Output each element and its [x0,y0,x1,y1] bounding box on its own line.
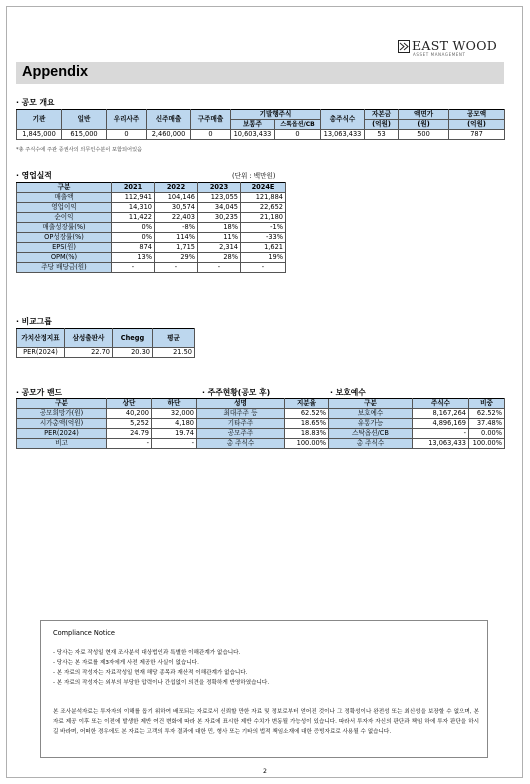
performance-cell: 28% [198,253,241,263]
offering-subheader: 스톡옵션/CB [275,120,321,130]
performance-cell: 1,715 [155,243,198,253]
performance-cell: -33% [241,233,286,243]
holders-row-label: 최대주주 등 [197,409,285,419]
performance-cell: 112,941 [112,193,155,203]
logo-subtext: ASSET MANAGEMENT [413,52,466,57]
performance-cell: 11% [198,233,241,243]
performance-row-label: OP성장률(%) [17,233,112,243]
performance-cell: 121,884 [241,193,286,203]
performance-cell: 2,314 [198,243,241,253]
peers-cell: 20.30 [113,348,153,358]
performance-cell: 123,055 [198,193,241,203]
performance-cell: - [198,263,241,273]
performance-cell: 14,310 [112,203,155,213]
performance-cell: - [155,263,198,273]
lockup-row-label: 총 주식수 [329,439,413,449]
band-row-label: 비고 [17,439,107,449]
band-row-label: PER(2024) [17,429,107,439]
offering-unit: (억원) [365,120,399,130]
performance-cell: 18% [198,223,241,233]
performance-cell: -8% [155,223,198,233]
page-title: Appendix [22,64,89,80]
compliance-list [53,648,477,688]
performance-cell: 11,422 [112,213,155,223]
lockup-cell: 8,167,264 [413,409,469,419]
compliance-item: - 본 자료의 작성자는 외부의 부당한 압력이나 간섭없이 의견을 정확하게 반영하였습니다. [53,680,270,686]
performance-cell: 22,652 [241,203,286,213]
band-cell: 32,000 [152,409,197,419]
offering-cell: 0 [275,130,321,140]
band-header: 하단 [152,399,197,409]
performance-cell: 30,235 [198,213,241,223]
offering-cell: 2,460,000 [147,130,191,140]
offering-cell: 787 [449,130,505,140]
performance-row-label: OPM(%) [17,253,112,263]
offering-unit: (억원) [449,120,505,130]
offering-header: 기발행주식 [231,110,321,120]
lockup-row-label: 유통가능 [329,419,413,429]
peers-header: 삼성출판사 [65,329,113,348]
lockup-header: 비중 [469,399,505,409]
lockup-row-label: 스탁옵션/CB [329,429,413,439]
offering-header: 자본금 [365,110,399,120]
performance-row-label: 주당 배당금(원) [17,263,112,273]
peers-header: 평균 [153,329,195,348]
peers-section-title: · 비교그룹 [16,317,52,326]
performance-cell: 21,180 [241,213,286,223]
performance-cell: 0% [112,233,155,243]
offering-cell: 13,063,433 [321,130,365,140]
lockup-table [328,398,505,449]
performance-cell: 0% [112,223,155,233]
performance-cell: 114% [155,233,198,243]
lockup-section-title: · 보호예수 [330,388,366,397]
band-cell: - [152,439,197,449]
offering-cell: 10,603,433 [231,130,275,140]
holders-header: 성명 [197,399,285,409]
band-cell: 5,252 [107,419,152,429]
performance-section-title: · 영업실적 [16,171,52,180]
offering-cell: 500 [399,130,449,140]
band-cell: 19.74 [152,429,197,439]
performance-row-label: 매출액 [17,193,112,203]
compliance-item: - 본 자료의 작성자는 자료작성일 현재 해당 종목과 재산적 이해관계가 없습니다. [53,670,248,676]
offering-header: 총주식수 [321,110,365,130]
holders-row-label: 기타주주 [197,419,285,429]
offering-header: 기관 [17,110,62,130]
holders-header: 지분율 [285,399,329,409]
holders-cell: 62.52% [285,409,329,419]
title-banner [16,62,504,84]
holders-table [196,398,329,449]
lockup-cell: 62.52% [469,409,505,419]
band-row-label: 시가총액(억원) [17,419,107,429]
lockup-row-label: 보호예수 [329,409,413,419]
offering-cell: 1,845,000 [17,130,62,140]
band-cell: 24.79 [107,429,152,439]
performance-cell: 34,045 [198,203,241,213]
offering-header: 구주매출 [191,110,231,130]
holders-cell: 18.83% [285,429,329,439]
performance-cell: 19% [241,253,286,263]
compliance-disclaimer: 본 조사분석자료는 투자자의 이해를 돕기 위하여 배포되는 자료로서 신뢰할 만한 자료 및 정보로부터 얻어진 것이나 그 정확성이나 완전성 또는 최신성을 보장할 수 없으며, 본 자료 제공 이후 또는 이전에 발생한 제반 여건 변화에 따라 본 자료에 표시한 제반 수치가 변동될 가능성이 있습니다. 따라서 투자자 자신의 판단과 책임 하에 투자 판단을 하시길 바라며, 어떠한 경우에도 본 자료는 고객의 투자 결과에 대한 민, 형사 또는 기타의 법적 책임소재에 대한 증빙자료로 사용될 수 없습니다. [53,709,479,735]
performance-header: 2023 [198,183,241,193]
performance-cell: 1,621 [241,243,286,253]
band-header: 상단 [107,399,152,409]
performance-header: 2021 [112,183,155,193]
performance-cell: -1% [241,223,286,233]
offering-unit: (원) [399,120,449,130]
logo-mark-icon [398,40,410,53]
holders-cell: 100.00% [285,439,329,449]
offering-header: 우리사주 [107,110,147,130]
compliance-item: - 당사는 본 자료를 제3자에게 사전 제공한 사실이 없습니다. [53,660,199,666]
peers-header: Chegg [113,329,153,348]
performance-header: 구분 [17,183,112,193]
company-logo [398,38,508,60]
offering-cell: 0 [191,130,231,140]
performance-cell: 13% [112,253,155,263]
performance-row-label: 순이익 [17,213,112,223]
band-cell: 40,200 [107,409,152,419]
offering-section-title: · 공모 개요 [16,98,55,107]
performance-cell: 30,574 [155,203,198,213]
holders-section-title: · 주주현황(공모 후) [202,388,271,397]
offering-cell: 0 [107,130,147,140]
offering-header: 신주매출 [147,110,191,130]
lockup-cell: - [413,429,469,439]
performance-cell: - [112,263,155,273]
lockup-cell: 100.00% [469,439,505,449]
performance-header: 2022 [155,183,198,193]
peers-cell: 22.70 [65,348,113,358]
performance-cell: 22,403 [155,213,198,223]
peers-cell: 21.50 [153,348,195,358]
band-row-label: 공모희망가(원) [17,409,107,419]
offering-header: 일반 [62,110,107,130]
page-number: 2 [263,768,267,775]
offering-cell: 53 [365,130,399,140]
compliance-item: - 당사는 자료 작성일 현재 조사분석 대상법인과 특별한 이해관계가 없습니다. [53,650,241,656]
offering-cell: 615,000 [62,130,107,140]
lockup-cell: 37.48% [469,419,505,429]
performance-table [16,182,286,273]
performance-cell: - [241,263,286,273]
logo-text: EAST WOOD [412,38,498,53]
offering-header: 액면가 [399,110,449,120]
holders-row-label: 총 주식수 [197,439,285,449]
lockup-cell: 4,896,169 [413,419,469,429]
band-cell: - [107,439,152,449]
holders-cell: 18.65% [285,419,329,429]
offering-subheader: 보통주 [231,120,275,130]
lockup-cell: 0.00% [469,429,505,439]
offering-header: 공모액 [449,110,505,120]
offering-table [16,109,505,140]
lockup-header: 주식수 [413,399,469,409]
peers-header: 가치산정지표 [17,329,65,348]
performance-cell: 874 [112,243,155,253]
lockup-cell: 13,063,433 [413,439,469,449]
lockup-header: 구분 [329,399,413,409]
band-table [16,398,197,449]
compliance-box [40,620,488,758]
performance-cell: 29% [155,253,198,263]
performance-unit: (단위 : 백만원) [232,172,276,180]
offering-note: *총 주식수에 주관 증권사의 의무인수분이 포함되어있음 [16,147,143,153]
band-header: 구분 [17,399,107,409]
performance-cell: 104,146 [155,193,198,203]
compliance-title: Compliance Notice [53,629,115,637]
peers-row-label: PER(2024) [17,348,65,358]
band-cell: 4,180 [152,419,197,429]
performance-row-label: 매출성장률(%) [17,223,112,233]
performance-header: 2024E [241,183,286,193]
peers-table [16,328,195,358]
performance-row-label: EPS(원) [17,243,112,253]
performance-row-label: 영업이익 [17,203,112,213]
holders-row-label: 공모주주 [197,429,285,439]
band-section-title: · 공모가 밴드 [16,388,63,397]
